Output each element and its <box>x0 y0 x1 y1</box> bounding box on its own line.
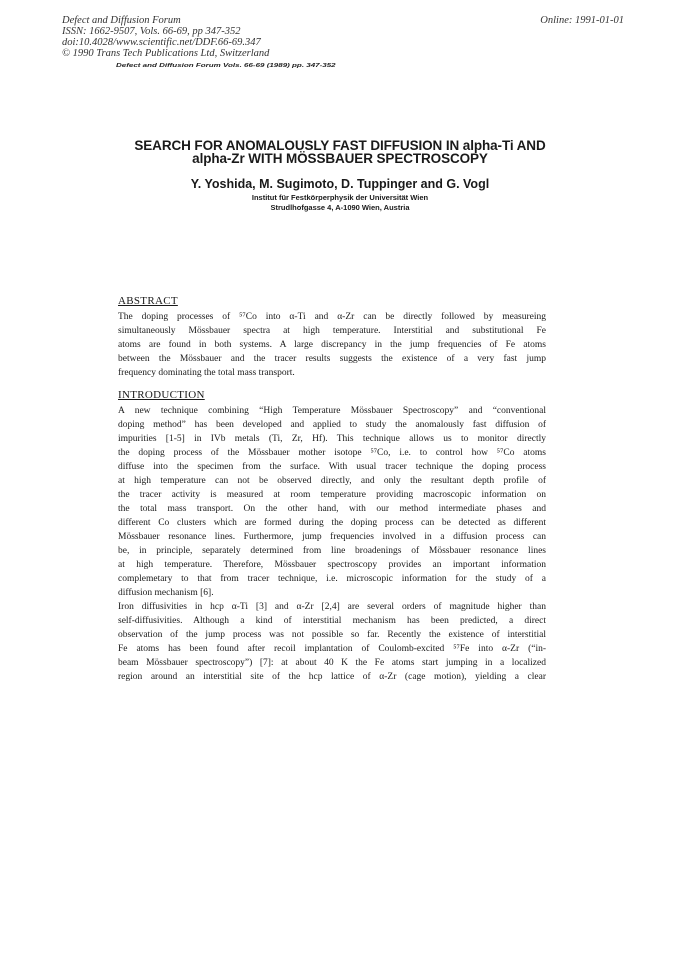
title-line: alpha-Zr WITH MÖSSBAUER SPECTROSCOPY <box>192 151 488 166</box>
online-date: Online: 1991-01-01 <box>540 15 624 26</box>
text-line: the tracer activity is measured at room temperature providing macroscopic information on <box>118 490 546 500</box>
text-line: Mössbauer resonance lines. Furthermore, jump frequencies involved in a diffusion process can <box>118 532 546 542</box>
text-line: at high temperature. Therefore, Mössbauer spectroscopy provides an important information <box>118 560 546 570</box>
affiliation-line: Institut für Festkörperphysik der Universität Wien <box>251 193 429 202</box>
text-line: diffuse into the specimen from the surface. With usual tracer technique the doping process <box>118 462 546 472</box>
text-line: region around an interstitial site of the hcp lattice of α-Zr (cage motion), yielding a clear <box>118 672 546 682</box>
introduction-paragraph-2 <box>118 600 546 684</box>
text-line: Iron diffusivities in hcp α-Ti [3] and α-Zr [2,4] are several orders of magnitude higher than <box>118 602 546 612</box>
text-line: doping method” has been developed and applied to study the anomalously fast diffusion of <box>118 420 546 430</box>
text-line: self-diffusivities. Although a kind of interstitial mechanism has been predicted, a direct <box>118 616 546 626</box>
text-line: Fe atoms has been found after recoil implantation of Coulomb-excited ⁵⁷Fe into α-Zr (“in- <box>118 644 546 654</box>
abstract-body <box>118 310 546 380</box>
introduction-paragraph-1 <box>118 404 546 600</box>
text-line: atoms are found in both systems. A large discrepancy in the jump frequencies of Fe atoms <box>118 340 546 350</box>
text-line: at high temperature can not be observed directly, and only the resultant depth profile of <box>118 476 546 486</box>
text-line: be, in principle, separately determined from line broadenings of Mössbauer resonance lines <box>118 546 546 556</box>
text-line: The doping processes of ⁵⁷Co into α-Ti and α-Zr can be directly followed by measureing <box>118 312 546 322</box>
journal-name: Defect and Diffusion Forum <box>62 15 181 26</box>
text-line: beam Mössbauer spectroscopy”) [7]: at about 40 K the Fe atoms start jumping in a localized <box>118 658 546 668</box>
copyright-line: © 1990 Trans Tech Publications Ltd, Switzerland <box>62 48 270 59</box>
text-line: the doping process of the Mössbauer mother isotope ⁵⁷Co, i.e. to control how ⁵⁷Co atoms <box>118 448 546 458</box>
title-line: SEARCH FOR ANOMALOUSLY FAST DIFFUSION IN alpha-Ti AND <box>134 138 546 153</box>
text-line: the total mass transport. On the other hand, with our method intermediate phases and <box>118 504 546 514</box>
text-line: A new technique combining “High Temperature Mössbauer Spectroscopy” and “conventional <box>118 406 546 416</box>
paper-title <box>100 139 580 165</box>
text-line: complemetary to that from tracer technique, i.e. microscopic information for the study of a <box>118 574 546 584</box>
text-line: diffusion mechanism [6]. <box>118 588 214 598</box>
journal-info <box>62 15 269 59</box>
introduction-heading: INTRODUCTION <box>118 389 205 401</box>
text-line: different Co clusters which are formed during the doping process can be detected as different <box>118 518 546 528</box>
text-line: simultaneously Mössbauer spectra at high temperature. Interstitial and substitutional Fe <box>118 326 546 336</box>
issn-line: ISSN: 1662-9507, Vols. 66-69, pp 347-352 <box>62 26 241 37</box>
text-line: observation of the jump process was not possible so far. Recently the existence of interstitial <box>118 630 546 640</box>
text-line: between the Mössbauer and the tracer results suggests the existence of a very fast jump <box>118 354 546 364</box>
text-line: frequency dominating the total mass transport. <box>118 368 295 378</box>
affiliation <box>100 193 580 212</box>
affiliation-line: Strudlhofgasse 4, A-1090 Wien, Austria <box>270 202 410 212</box>
text-line: impurities [1-5] in IVb metals (Ti, Zr, Hf). This technique allows us to monitor directly <box>118 434 546 444</box>
running-header: Defect and Diffusion Forum Vols. 66-69 (1989) pp. 347-352 <box>116 62 336 69</box>
author-list: Y. Yoshida, M. Sugimoto, D. Tuppinger and G. Vogl <box>190 177 490 191</box>
doi-line[interactable]: doi:10.4028/www.scientific.net/DDF.66-69.347 <box>62 37 261 48</box>
abstract-heading: ABSTRACT <box>118 295 178 307</box>
